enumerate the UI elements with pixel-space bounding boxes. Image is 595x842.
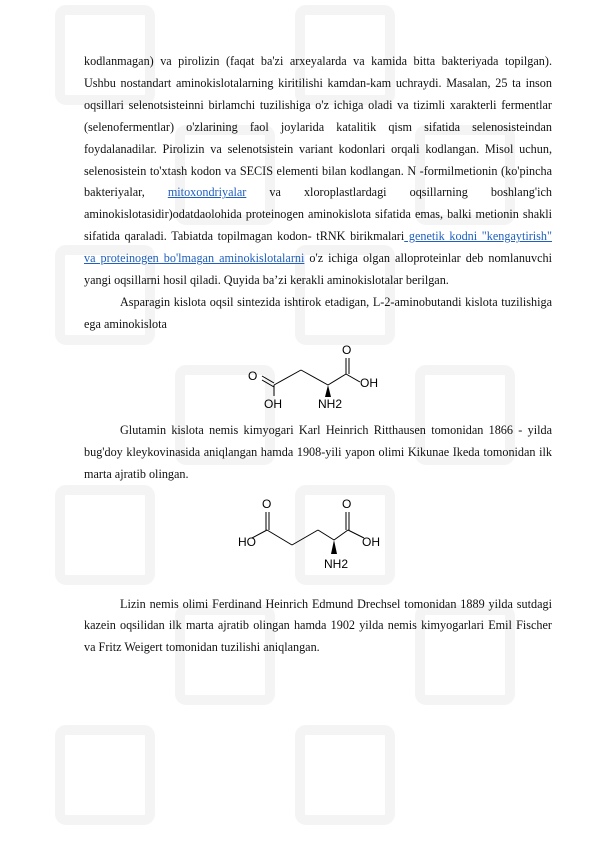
atom-label: NH2 [324,556,349,571]
paragraph-intro [84,51,552,292]
atom-label: OH [360,375,378,390]
atom-label: OH [362,534,380,549]
atom-label: O [248,368,258,383]
atom-label: NH2 [318,396,343,408]
aspartic-acid-structure [238,336,398,408]
paragraph-lizin: Lizin nemis olimi Ferdinand Heinrich Edmund Drechsel tomonidan 1889 yilda sutdagi kazein oqsilidan ilk marta ajratib olingan hamda 1902 yilda nemis kimyogarlari Emil Fischer va Fritz Weigert tomonidan tuzilishi aniqlangan. [84,596,552,655]
paragraph-intro-text-3: o'z ichiga olgan alloproteinlar deb nomlanuvchi yangi oqsillarni hosil qiladi. Quyida ba’zi kerakli aminokislotalar berilgan. [84,251,553,288]
paragraph-intro-text-1: kodlanmagan) va pirolizin (faqat ba'zi arxeyalarda va kamida bitta bakteriyada topilgan). Ushbu nostandart aminokislotalarning kiritilishi kamdan-kam uchraydi. Masalan, 25 ta inson oqsillari selenotsisteinni birlamchi tuzilishiga o'z ichiga oladi va tizimli xarakterli fermentlar (selenofermentlar) o'zlarining faol joylarida katalitik qism sifatida selenosisteindan foydalanadilar. Pirolizin va selenotsistein variant kodonlari orqali kodlangan. Misol uchun, selenosistein to'xtash kodon va SECIS elementi bilan kodlangan. N -formilmetionin (ko'pincha bakteriyalar, [84,54,552,200]
link-mitoxondriyalar[interactable]: mitoxondriyalar [167,185,247,200]
link-genetik-kod[interactable]: genetik kodni "kengaytirish" va proteinogen bo'lmagan aminokislotalarni [84,229,552,266]
document-page [84,51,552,659]
paragraph-glutamin: Glutamin kislota nemis kimyogari Karl Heinrich Ritthausen tomonidan 1866 - yilda bug'doy kleykovinasida aniqlangan hamda 1908-yili yapon olimi Kikunae Ikeda tomonidan ilk marta ajratib olingan. [84,422,552,481]
atom-label: OH [264,396,282,408]
paragraph-asparagin: Asparagin kislota oqsil sintezida ishtirok etadigan, L-2-aminobutandi kislota tuzilishiga ega aminokislota [84,294,552,331]
paragraph-intro-text-2: va xloroplastlardagi oqsillarning boshlang'ich aminokislotasidir)odatdaolohida proteinogen aminokislota sifatida emas, balki metionin shakli sifatida qaraladi. Tabiatda topilmagan kodon- tRNK birikmalari [84,185,552,244]
atom-label: O [262,496,272,511]
atom-label: HO [238,534,256,549]
glutamic-acid-structure [238,496,398,580]
atom-label: O [342,496,352,511]
atom-label: O [342,342,352,357]
